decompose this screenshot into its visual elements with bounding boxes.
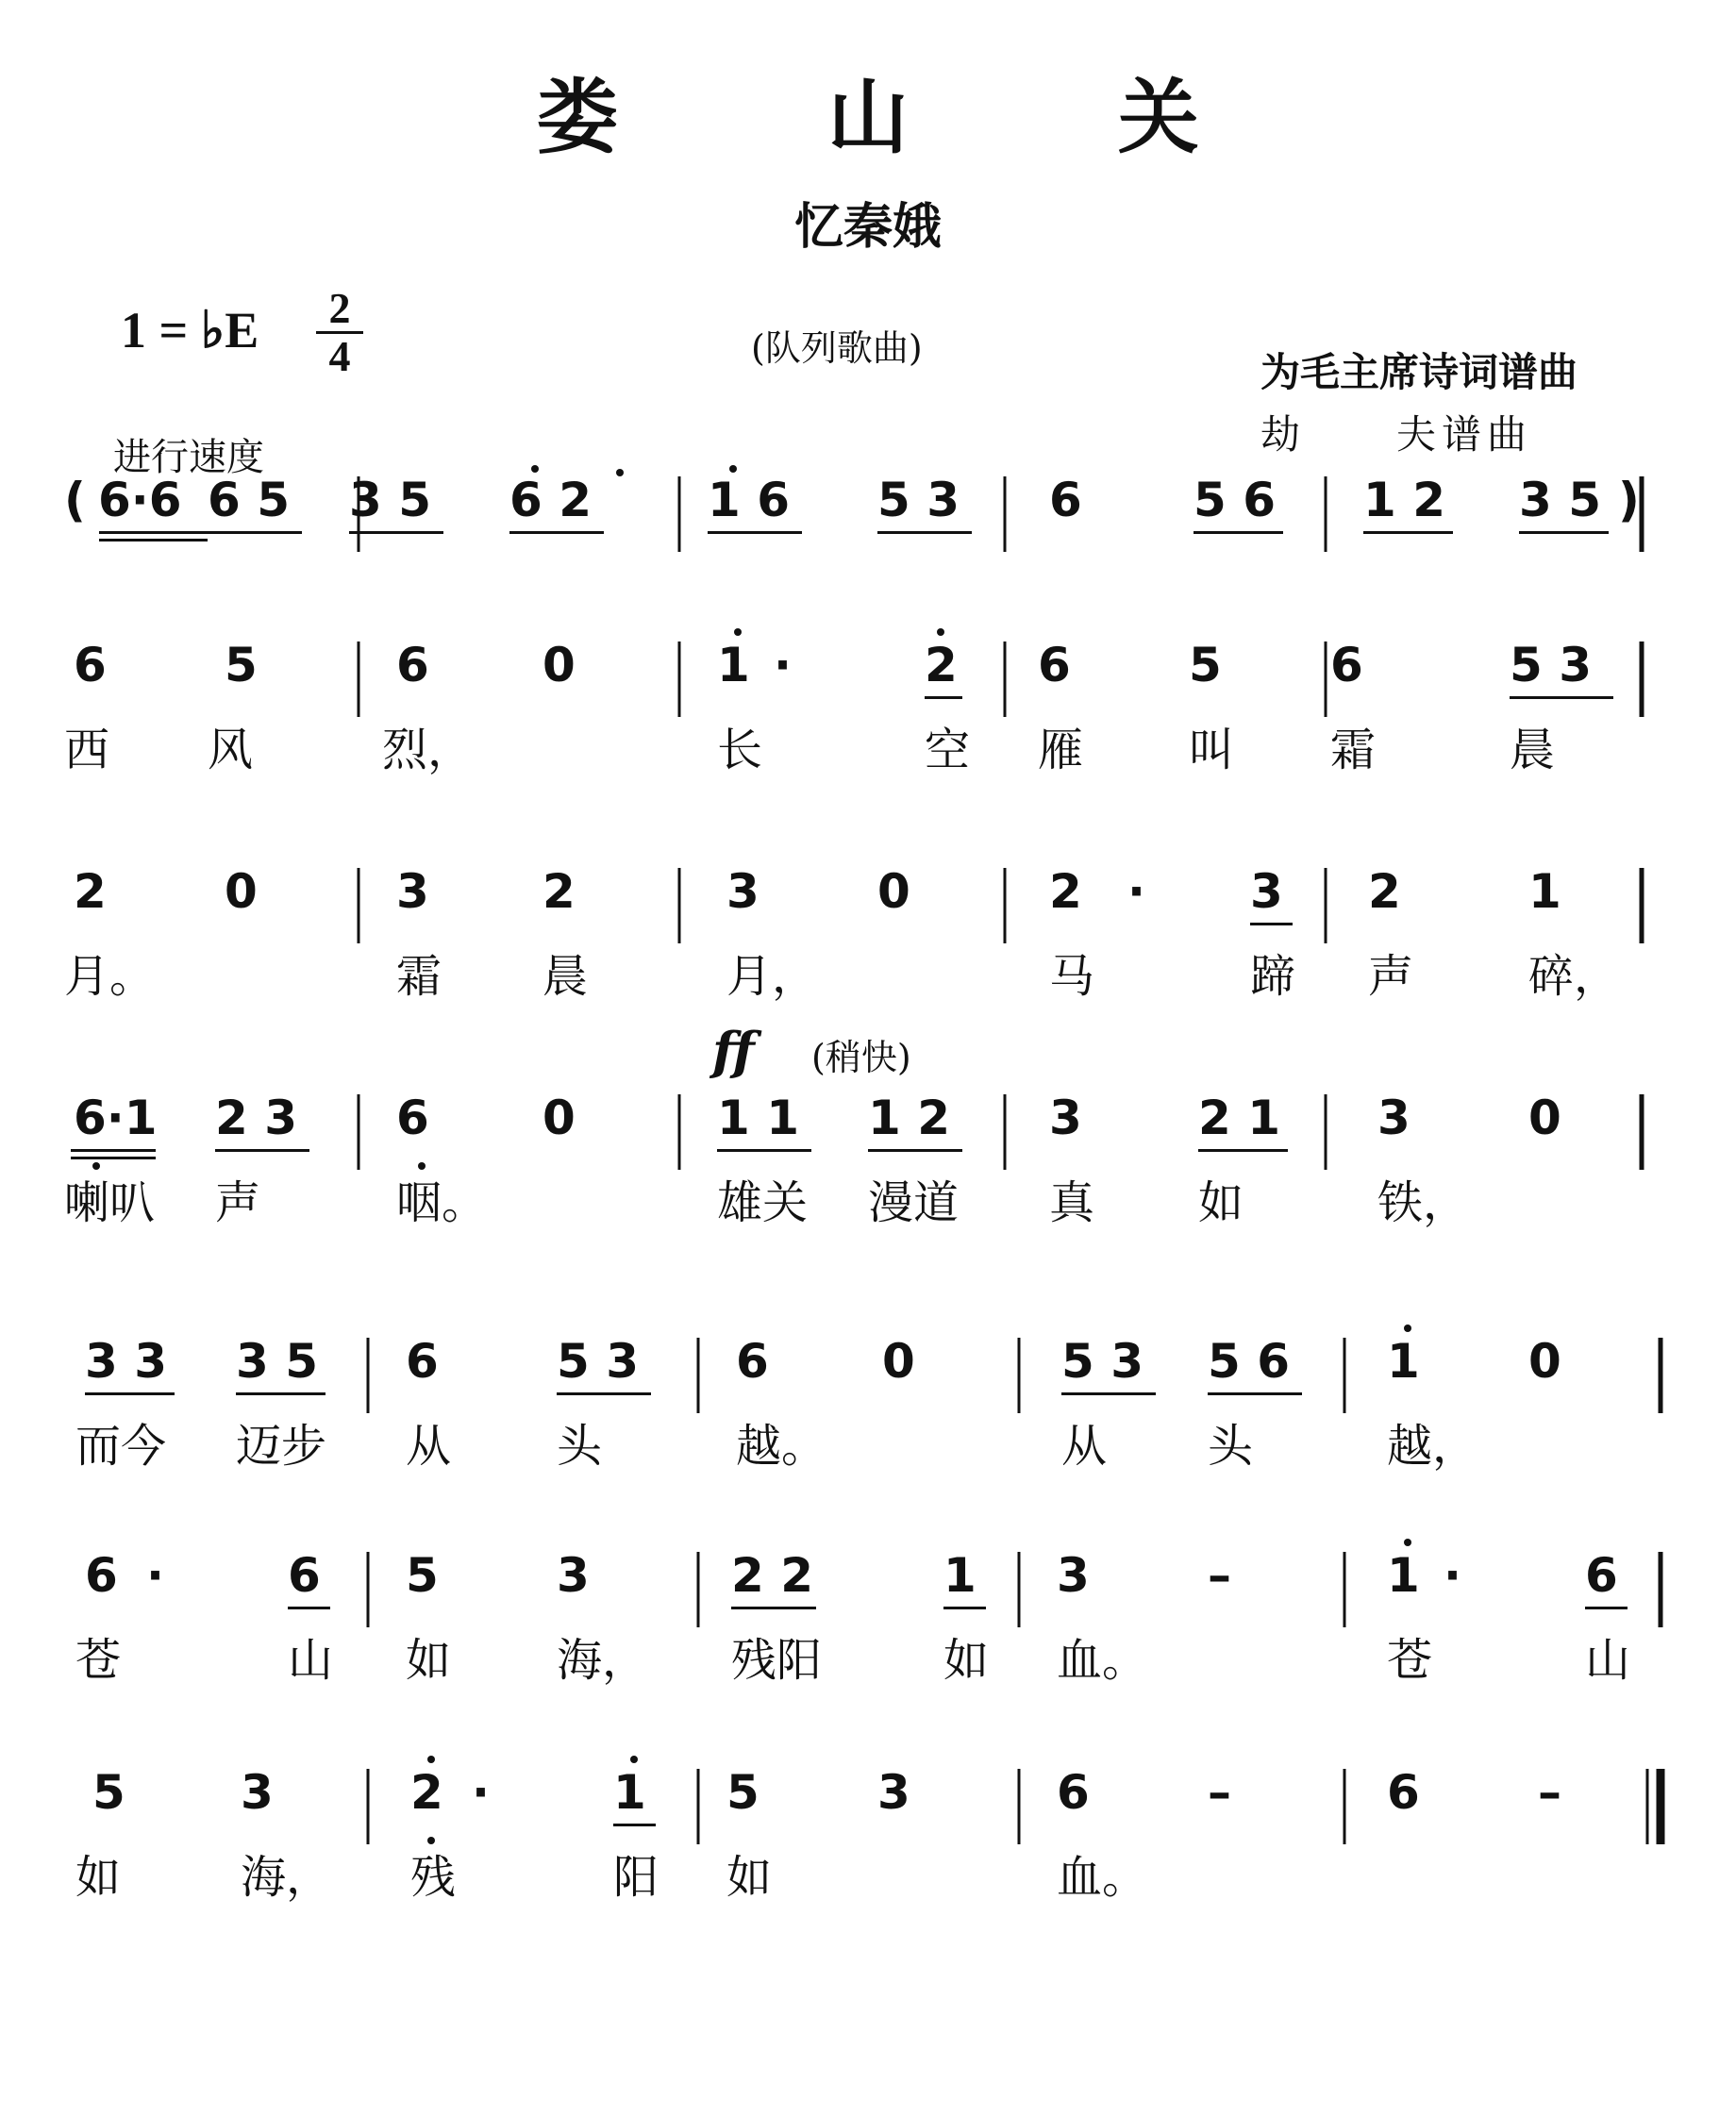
note: – — [1538, 1765, 1561, 1820]
credit-line-1: 为毛主席诗词谱曲 — [1260, 349, 1578, 395]
lyric: 迈步 — [236, 1420, 327, 1473]
note: 3 5 — [1519, 473, 1601, 527]
note: 1 1 — [717, 1091, 799, 1145]
lyric: 越。 — [736, 1420, 827, 1473]
note: 0 — [877, 864, 910, 919]
note: 3 — [557, 1548, 590, 1603]
lyric: 越， — [1387, 1420, 1478, 1473]
note: – — [1208, 1548, 1231, 1603]
note: 6 — [1057, 1765, 1090, 1820]
note: 5 3 — [877, 473, 960, 527]
note: 0 — [542, 1091, 576, 1145]
lyric: 喇叭 — [64, 1176, 156, 1229]
underline — [708, 531, 802, 534]
lyric: 雄关 — [717, 1176, 809, 1229]
octave-dot-above — [616, 469, 624, 476]
underline — [943, 1607, 986, 1609]
note: 3 — [396, 864, 429, 919]
underline — [1198, 1149, 1288, 1152]
lyric: 山 — [288, 1634, 334, 1687]
octave-dot-below — [92, 1162, 100, 1170]
note: 2 3 — [215, 1091, 297, 1145]
note: · — [774, 638, 792, 692]
note: 5 6 — [1208, 1334, 1290, 1389]
note: – — [1208, 1765, 1231, 1820]
underline — [215, 1149, 309, 1152]
time-signature-bottom: 4 — [328, 332, 351, 380]
underline — [71, 1149, 156, 1152]
note: 3 — [241, 1765, 274, 1820]
lyric: 马 — [1049, 950, 1095, 1003]
lyric: 漫道 — [868, 1176, 960, 1229]
note: 1 — [1387, 1548, 1420, 1603]
note: 6 — [74, 638, 107, 692]
lyric: 风 — [208, 724, 254, 776]
octave-dot-above — [531, 465, 539, 473]
note: 2 — [542, 864, 576, 919]
note: 1 2 — [868, 1091, 950, 1145]
note: 3 5 — [349, 473, 431, 527]
octave-dot-above — [729, 465, 737, 473]
note: 0 — [882, 1334, 915, 1389]
song-subtitle: 忆秦娥 — [793, 198, 942, 256]
note: 0 — [1528, 1091, 1561, 1145]
octave-dot-above — [630, 1756, 638, 1763]
lyric: 如 — [943, 1634, 990, 1687]
score-row — [57, 1334, 1679, 1545]
note: 6 — [1038, 638, 1071, 692]
note: 1 — [943, 1548, 976, 1603]
tempo-marking: 进行速度 — [113, 436, 264, 479]
octave-dot-above — [427, 1756, 435, 1763]
note: 5 3 — [1510, 638, 1592, 692]
lyric: 铁， — [1377, 1176, 1469, 1229]
underline — [925, 696, 962, 699]
lyric: 头 — [557, 1420, 603, 1473]
underline — [613, 1824, 656, 1826]
score-row — [57, 638, 1679, 849]
note: 1 — [613, 1765, 646, 1820]
octave-dot-above — [1404, 1539, 1411, 1546]
lyric: 真 — [1049, 1176, 1095, 1229]
score-row — [57, 1548, 1679, 1759]
key-signature: 1 = ♭E — [121, 302, 259, 358]
note: 5 — [406, 1548, 439, 1603]
bar-lines — [57, 638, 1679, 849]
lyric: 霜 — [396, 950, 442, 1003]
note: 2 — [1049, 864, 1082, 919]
note: 6 5 — [208, 473, 290, 527]
underline — [1208, 1392, 1302, 1395]
note: 6 — [1330, 638, 1363, 692]
note: 0 — [542, 638, 576, 692]
note: 6·1 — [74, 1091, 158, 1145]
octave-dot-below — [418, 1162, 426, 1170]
note: 5 — [225, 638, 258, 692]
note: 3 5 — [236, 1334, 318, 1389]
lyric: 雁 — [1038, 724, 1084, 776]
note: · — [1444, 1548, 1461, 1603]
note: 5 3 — [1061, 1334, 1143, 1389]
underline — [877, 531, 972, 534]
note: 1 — [1528, 864, 1561, 919]
note: 6 — [1049, 473, 1082, 527]
lyric: 碎， — [1528, 950, 1620, 1003]
time-signature-top: 2 — [328, 284, 351, 332]
lyric: 空 — [925, 724, 971, 776]
note: 6 — [406, 1334, 439, 1389]
underline — [868, 1149, 962, 1152]
underline — [349, 531, 443, 534]
time-signature — [316, 284, 363, 380]
note: · — [472, 1765, 490, 1820]
note: ) — [1618, 473, 1640, 527]
underline — [1250, 923, 1293, 925]
underline — [1510, 696, 1613, 699]
lyric: 蹄 — [1250, 950, 1296, 1003]
lyric: 残阳 — [731, 1634, 823, 1687]
note: 6·6 — [98, 473, 182, 527]
underline — [1363, 531, 1453, 534]
note: 3 — [726, 864, 760, 919]
lyric: 长 — [717, 724, 763, 776]
score-row — [57, 1021, 1679, 1302]
underline — [1061, 1392, 1156, 1395]
lyric: 晨 — [542, 950, 589, 1003]
note: 0 — [225, 864, 258, 919]
lyric: 月， — [726, 950, 818, 1003]
double-underline — [71, 1157, 156, 1159]
note: 6 — [396, 1091, 429, 1145]
note: 1 — [717, 638, 750, 692]
lyric: 霜 — [1330, 724, 1377, 776]
octave-dot-above — [937, 628, 944, 636]
underline — [509, 531, 604, 534]
lyric: 月。 — [64, 950, 156, 1003]
underline — [717, 1149, 811, 1152]
note: · — [146, 1548, 164, 1603]
underline — [1519, 531, 1609, 534]
credit-line-2: 劫 夫谱曲 — [1260, 411, 1533, 458]
note: 5 — [92, 1765, 125, 1820]
score-row — [57, 1765, 1679, 1976]
note: 2 — [1368, 864, 1401, 919]
note: 5 3 — [557, 1334, 639, 1389]
tempo-change: (稍快) — [811, 1037, 911, 1078]
lyric: 咽。 — [396, 1176, 488, 1229]
lyric: 声 — [215, 1176, 261, 1229]
underline — [236, 1392, 326, 1395]
lyric: 苍 — [75, 1634, 122, 1687]
note: 5 6 — [1194, 473, 1276, 527]
lyric: 叫 — [1189, 724, 1235, 776]
note: 2 — [410, 1765, 443, 1820]
underline — [85, 1392, 175, 1395]
lyric: 而今 — [75, 1420, 167, 1473]
note: 2 — [74, 864, 107, 919]
note: 6 — [85, 1548, 118, 1603]
underline — [99, 531, 208, 534]
note: ( — [64, 473, 86, 527]
lyric: 晨 — [1510, 724, 1556, 776]
lyric: 海， — [241, 1851, 332, 1904]
note: · — [1127, 864, 1145, 919]
note: 5 — [726, 1765, 760, 1820]
lyric: 从 — [406, 1420, 452, 1473]
note: 6 — [288, 1548, 321, 1603]
underline — [288, 1607, 330, 1609]
underline — [1585, 1607, 1628, 1609]
double-underline — [99, 539, 208, 541]
octave-dot-below — [427, 1837, 435, 1844]
note: 1 2 — [1363, 473, 1445, 527]
octave-dot-above — [734, 628, 742, 636]
lyric: 阳 — [613, 1851, 659, 1904]
note: 1 6 — [708, 473, 790, 527]
lyric: 西 — [64, 724, 110, 776]
lyric: 山 — [1585, 1634, 1631, 1687]
lyric: 海， — [557, 1634, 648, 1687]
note: 6 — [1387, 1765, 1420, 1820]
lyric: 如 — [1198, 1176, 1244, 1229]
underline — [208, 531, 302, 534]
note: 6 2 — [509, 473, 592, 527]
lyric: 苍 — [1387, 1634, 1433, 1687]
lyric: 如 — [406, 1634, 452, 1687]
dynamic-marking: ff — [712, 1021, 755, 1081]
song-genre: (队列歌曲) — [751, 327, 923, 369]
note: 0 — [1528, 1334, 1561, 1389]
note: 3 — [1250, 864, 1283, 919]
note: 1 — [1387, 1334, 1420, 1389]
note: 6 — [736, 1334, 769, 1389]
note: 6 — [1585, 1548, 1618, 1603]
note: 2 1 — [1198, 1091, 1280, 1145]
note: 6 — [396, 638, 429, 692]
octave-dot-above — [1404, 1325, 1411, 1332]
lyric: 如 — [75, 1851, 122, 1904]
underline — [1194, 531, 1283, 534]
underline — [557, 1392, 651, 1395]
underline — [731, 1607, 816, 1609]
note: 2 — [925, 638, 958, 692]
lyric: 声 — [1368, 950, 1414, 1003]
note: 3 — [1057, 1548, 1090, 1603]
lyric: 血。 — [1057, 1851, 1148, 1904]
note: 3 — [1049, 1091, 1082, 1145]
song-title: 娄 山 关 — [537, 70, 1290, 165]
note: 3 3 — [85, 1334, 167, 1389]
note: 3 — [877, 1765, 910, 1820]
note: 3 — [1377, 1091, 1410, 1145]
lyric: 烈， — [382, 724, 474, 776]
lyric: 如 — [726, 1851, 773, 1904]
lyric: 残 — [410, 1851, 457, 1904]
lyric: 从 — [1061, 1420, 1108, 1473]
note: 5 — [1189, 638, 1222, 692]
lyric: 血。 — [1057, 1634, 1148, 1687]
lyric: 头 — [1208, 1420, 1254, 1473]
note: 2 2 — [731, 1548, 813, 1603]
